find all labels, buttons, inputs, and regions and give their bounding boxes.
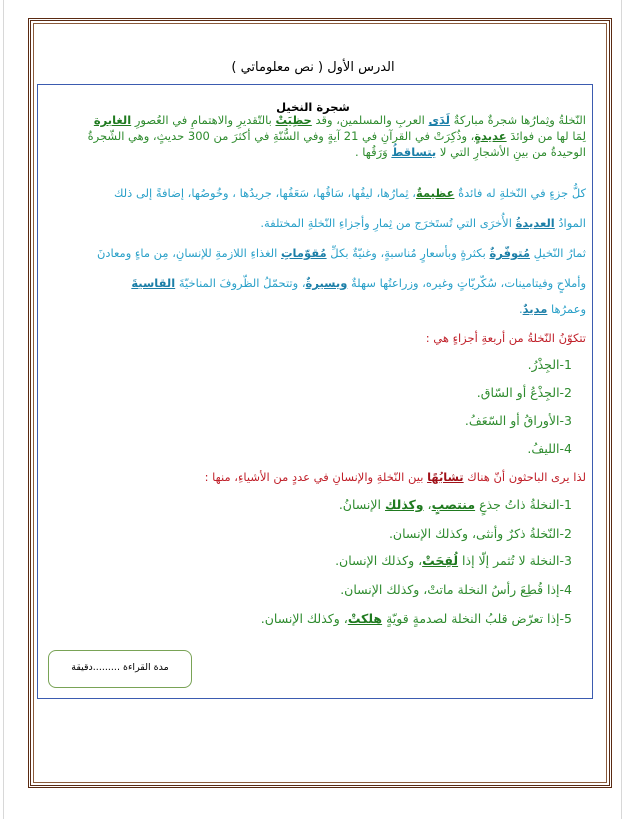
para3-text: بكثرةٍ وبأسعارٍ مُناسبةٍ، وغنيّةٌ بكلِّ [326, 246, 490, 260]
part-item: 3-الأوراقُ أو السّعَفُ. [464, 413, 572, 428]
similarity-item: 4-إذا قُطِعَ رأسُ النخلة ماتتْ، وكذلك الإنسان. [340, 582, 572, 597]
similarity-text: 3-النخلة لا تُثمر إلّا إذا [458, 553, 572, 568]
keyword: مُقوّماتِ [281, 246, 327, 260]
keyword: مُتوفّرةٌ [489, 246, 530, 260]
keyword: لُقِحَتْ [422, 553, 459, 568]
keyword: منتصبٍ [431, 497, 476, 512]
para1-text: لِمَا لها من فوائدَ [506, 129, 586, 143]
para1-text: وَرَقُها . [354, 145, 392, 159]
similarity-item: 2-النّخلةُ ذكرٌ وأنثى، وكذلك الإنسان. [388, 526, 572, 541]
keyword: وكذلك [384, 497, 424, 512]
parts-intro: تتكوّنُ النّخلةُ من أربعةِ أجزاءٍ هي : [425, 331, 586, 345]
keyword: تشابُهًا [427, 470, 464, 484]
para1-text: الوحيدةُ من بينِ الأشجارِ التي لا [436, 145, 586, 159]
lesson-header: الدرس الأول ( نص معلوماتي ) [231, 60, 395, 75]
similarity-text: الإنسانُ. [338, 497, 385, 512]
para2-text: كلُّ جزءٍ في النّخلةِ له فائدةٌ [454, 186, 586, 200]
page-edge-left [3, 0, 4, 819]
para1-line2 [42, 129, 586, 143]
similarity-text: ، وكذلك الإنسان. [335, 553, 423, 568]
keyword: لَدَى [428, 113, 451, 127]
para1-text: النّخلةُ وثِمارُها شجرةٌ مباركةٌ [450, 113, 586, 127]
similarity-text: ، [423, 497, 432, 512]
para1-line1 [42, 113, 586, 127]
similarities-intro [42, 470, 586, 484]
para3-text: ، وتتحمّلُ الظّروفَ المناخيّةَ [175, 276, 306, 290]
para2-text: الموادُ [554, 216, 586, 230]
para3-line1 [42, 246, 586, 260]
intro-text: لذا يرى الباحثون أنّ هناك [463, 470, 586, 484]
para1-line3 [42, 145, 586, 159]
para2-text: ، ثِمارُها، ليفُها، سَاقُها، سَعَفُها، جريدُها ، وخُوصُها، إضافةً إلى ذلك [113, 186, 416, 200]
keyword: عديدةٍ [474, 129, 507, 143]
para2-line1 [42, 186, 586, 200]
para3-text: وعمرُها [547, 302, 586, 316]
para3-line2 [42, 276, 586, 290]
para3-text: وأملاحٍ وفيتامينات، سُكّريّاتٍ وغيره، وزراعتُها سهلةٌ [347, 276, 586, 290]
para3-text: ثمارُ النّخيلِ [530, 246, 586, 260]
similarity-item [42, 553, 572, 568]
similarity-item [42, 611, 572, 626]
para2-text: الأُخرَى التي تُستَخرَج من ثِمارِ وأجزاءِ النّخلةِ المختلفة. [260, 216, 516, 230]
para1-text: ، وذُكِرَتْ في القرآنِ في 21 آيةٍ وفي السُّنّةِ في أكثرَ من 300 حديثٍ، وهي الشّجرةُ [87, 129, 475, 143]
para3-text: . [518, 302, 523, 316]
keyword: ويسيرةٌ [305, 276, 348, 290]
para3-text: الغذاءِ اللازمةِ للإنسانِ، مِن ماءٍ ومعادنَ [96, 246, 281, 260]
keyword: العديدةُ [515, 216, 555, 230]
page-edge-right [621, 0, 622, 819]
reading-time-label: مدة القراءة .........دقيقة [71, 662, 169, 673]
part-item: 1-الجِذْرُ. [527, 357, 572, 372]
text-title: شجرة النخيل [276, 100, 350, 114]
keyword: الغابرة [93, 113, 132, 127]
para1-text: بالتّقديرِ والاهتمامِ في العُصورِ [131, 113, 276, 127]
para3-line3 [42, 302, 586, 316]
intro-text: بين النّخلةِ والإنسانِ في عددٍ من الأشياءِ، منها : [204, 470, 428, 484]
part-item: 2-الجِذْعُ أو السّاق. [476, 385, 572, 400]
keyword: عظيمةٌ [416, 186, 455, 200]
keyword: هلكتْ [347, 611, 383, 626]
similarity-text: 5-إذا تعرّض قلبُ النخلة لصدمةٍ قويّةٍ [382, 611, 572, 626]
similarity-text: 1-النخلةُ ذاتُ جذعٍ [475, 497, 572, 512]
part-item: 4-الليفُ. [527, 441, 572, 456]
similarity-text: ، وكذلك الإنسان. [260, 611, 348, 626]
similarity-item [42, 497, 572, 512]
para2-line2 [42, 216, 586, 230]
keyword: حظِيَتْ [275, 113, 312, 127]
keyword: يتساقطُ [391, 145, 437, 159]
para1-text: العربِ والمسلمين، وقد [311, 113, 429, 127]
keyword: القاسيةَ [131, 276, 176, 290]
keyword: مديدٌ [522, 302, 548, 316]
